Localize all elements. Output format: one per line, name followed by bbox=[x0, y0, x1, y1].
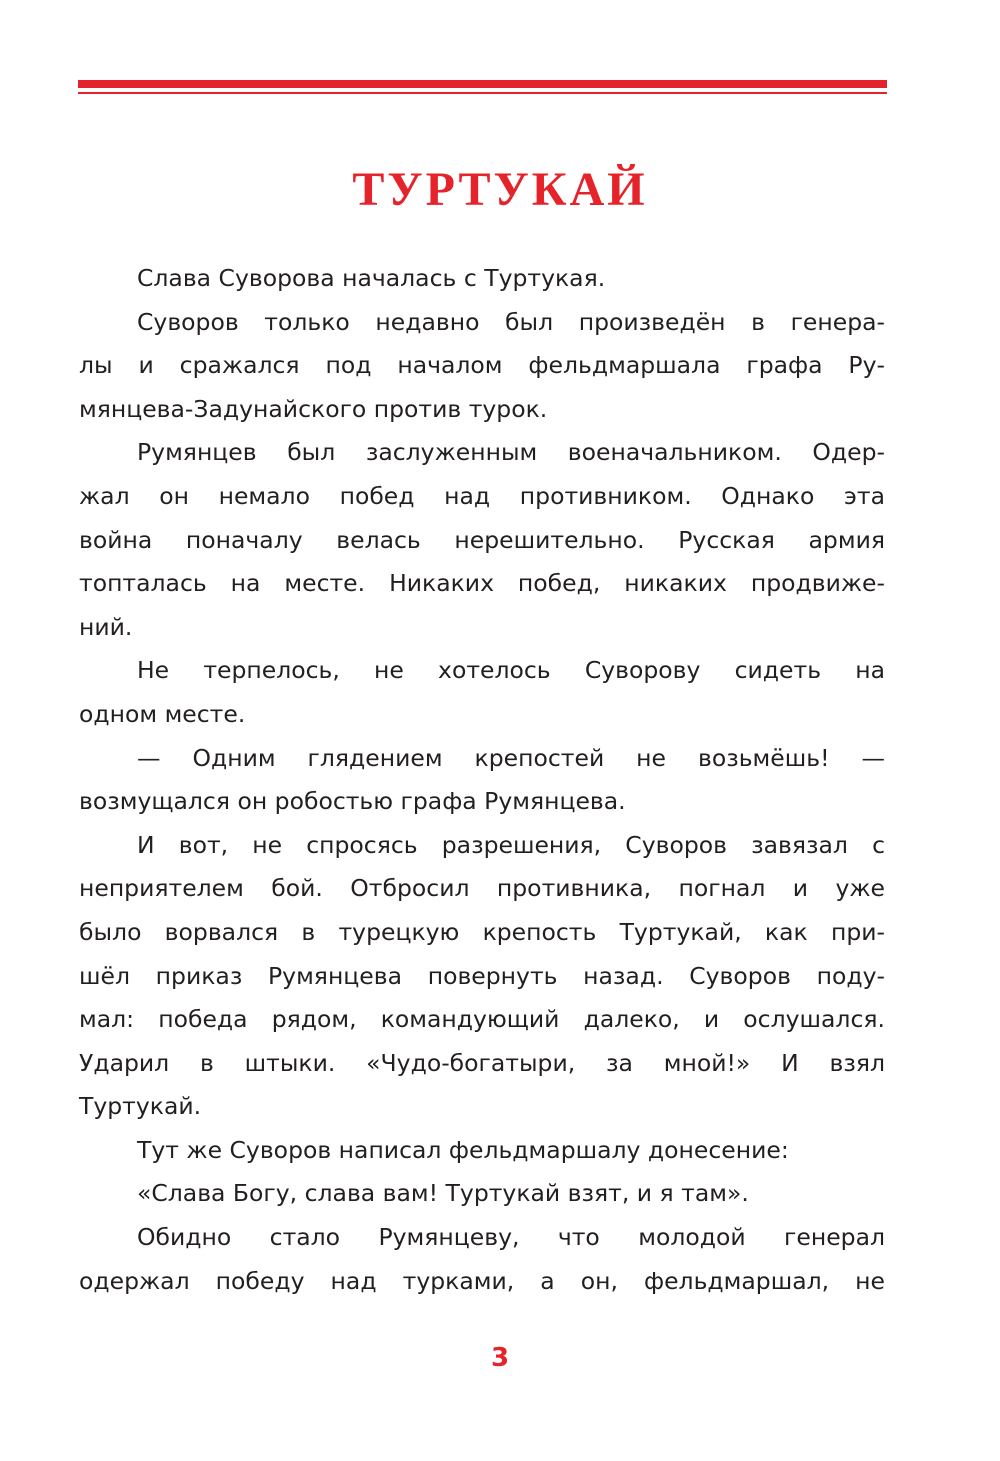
text-line: «Слава Богу, слава вам! Туртукай взят, и я там». bbox=[137, 1179, 749, 1208]
text-line: лы и сражался под началом фельдмаршала графа Ру- bbox=[79, 351, 885, 380]
text-line: ний. bbox=[79, 612, 133, 641]
text-line: мянцева-Задунайского против турок. bbox=[79, 394, 548, 423]
text-line: Ударил в штыки. «Чудо-богатыри, за мной!» И взял bbox=[79, 1048, 885, 1077]
text-line: шёл приказ Румянцева повернуть назад. Суворов поду- bbox=[79, 961, 885, 990]
body-text bbox=[79, 257, 885, 1303]
text-line: одержал победу над турками, а он, фельдмаршал, не bbox=[79, 1266, 885, 1295]
text-line: жал он немало побед над противником. Однако эта bbox=[79, 481, 885, 510]
text-line: было ворвался в турецкую крепость Туртукай, как при- bbox=[79, 917, 885, 946]
text-line: Тут же Суворов написал фельдмаршалу донесение: bbox=[137, 1135, 789, 1164]
header-rule-thick bbox=[78, 80, 887, 88]
text-line: Не терпелось, не хотелось Суворову сидеть на bbox=[137, 656, 885, 685]
text-line: неприятелем бой. Отбросил противника, погнал и уже bbox=[79, 874, 885, 903]
text-line: Суворов только недавно был произведён в генера- bbox=[137, 307, 885, 336]
text-line: И вот, не спросясь разрешения, Суворов завязал с bbox=[137, 830, 885, 859]
text-line: Туртукай. bbox=[79, 1092, 202, 1121]
text-line: Слава Суворова началась с Туртукая. bbox=[137, 264, 606, 292]
text-line: — Одним глядением крепостей не возьмёшь! — bbox=[137, 743, 885, 772]
text-line: война поначалу велась нерешительно. Русская армия bbox=[79, 525, 885, 554]
text-line: Румянцев был заслуженным военачальником. Одер- bbox=[137, 438, 885, 467]
header-rule-thin bbox=[78, 92, 887, 94]
chapter-title: ТУРТУКАЙ bbox=[352, 163, 648, 216]
text-line: Обидно стало Румянцеву, что молодой генерал bbox=[137, 1223, 885, 1252]
text-line: возмущался он робостью графа Румянцева. bbox=[79, 787, 626, 816]
text-line: топталась на месте. Никаких побед, никаких продвиже- bbox=[79, 569, 885, 598]
text-line: мал: победа рядом, командующий далеко, и ослушался. bbox=[79, 1005, 885, 1034]
page-number: 3 bbox=[490, 1343, 510, 1373]
text-line: одном месте. bbox=[79, 699, 246, 728]
